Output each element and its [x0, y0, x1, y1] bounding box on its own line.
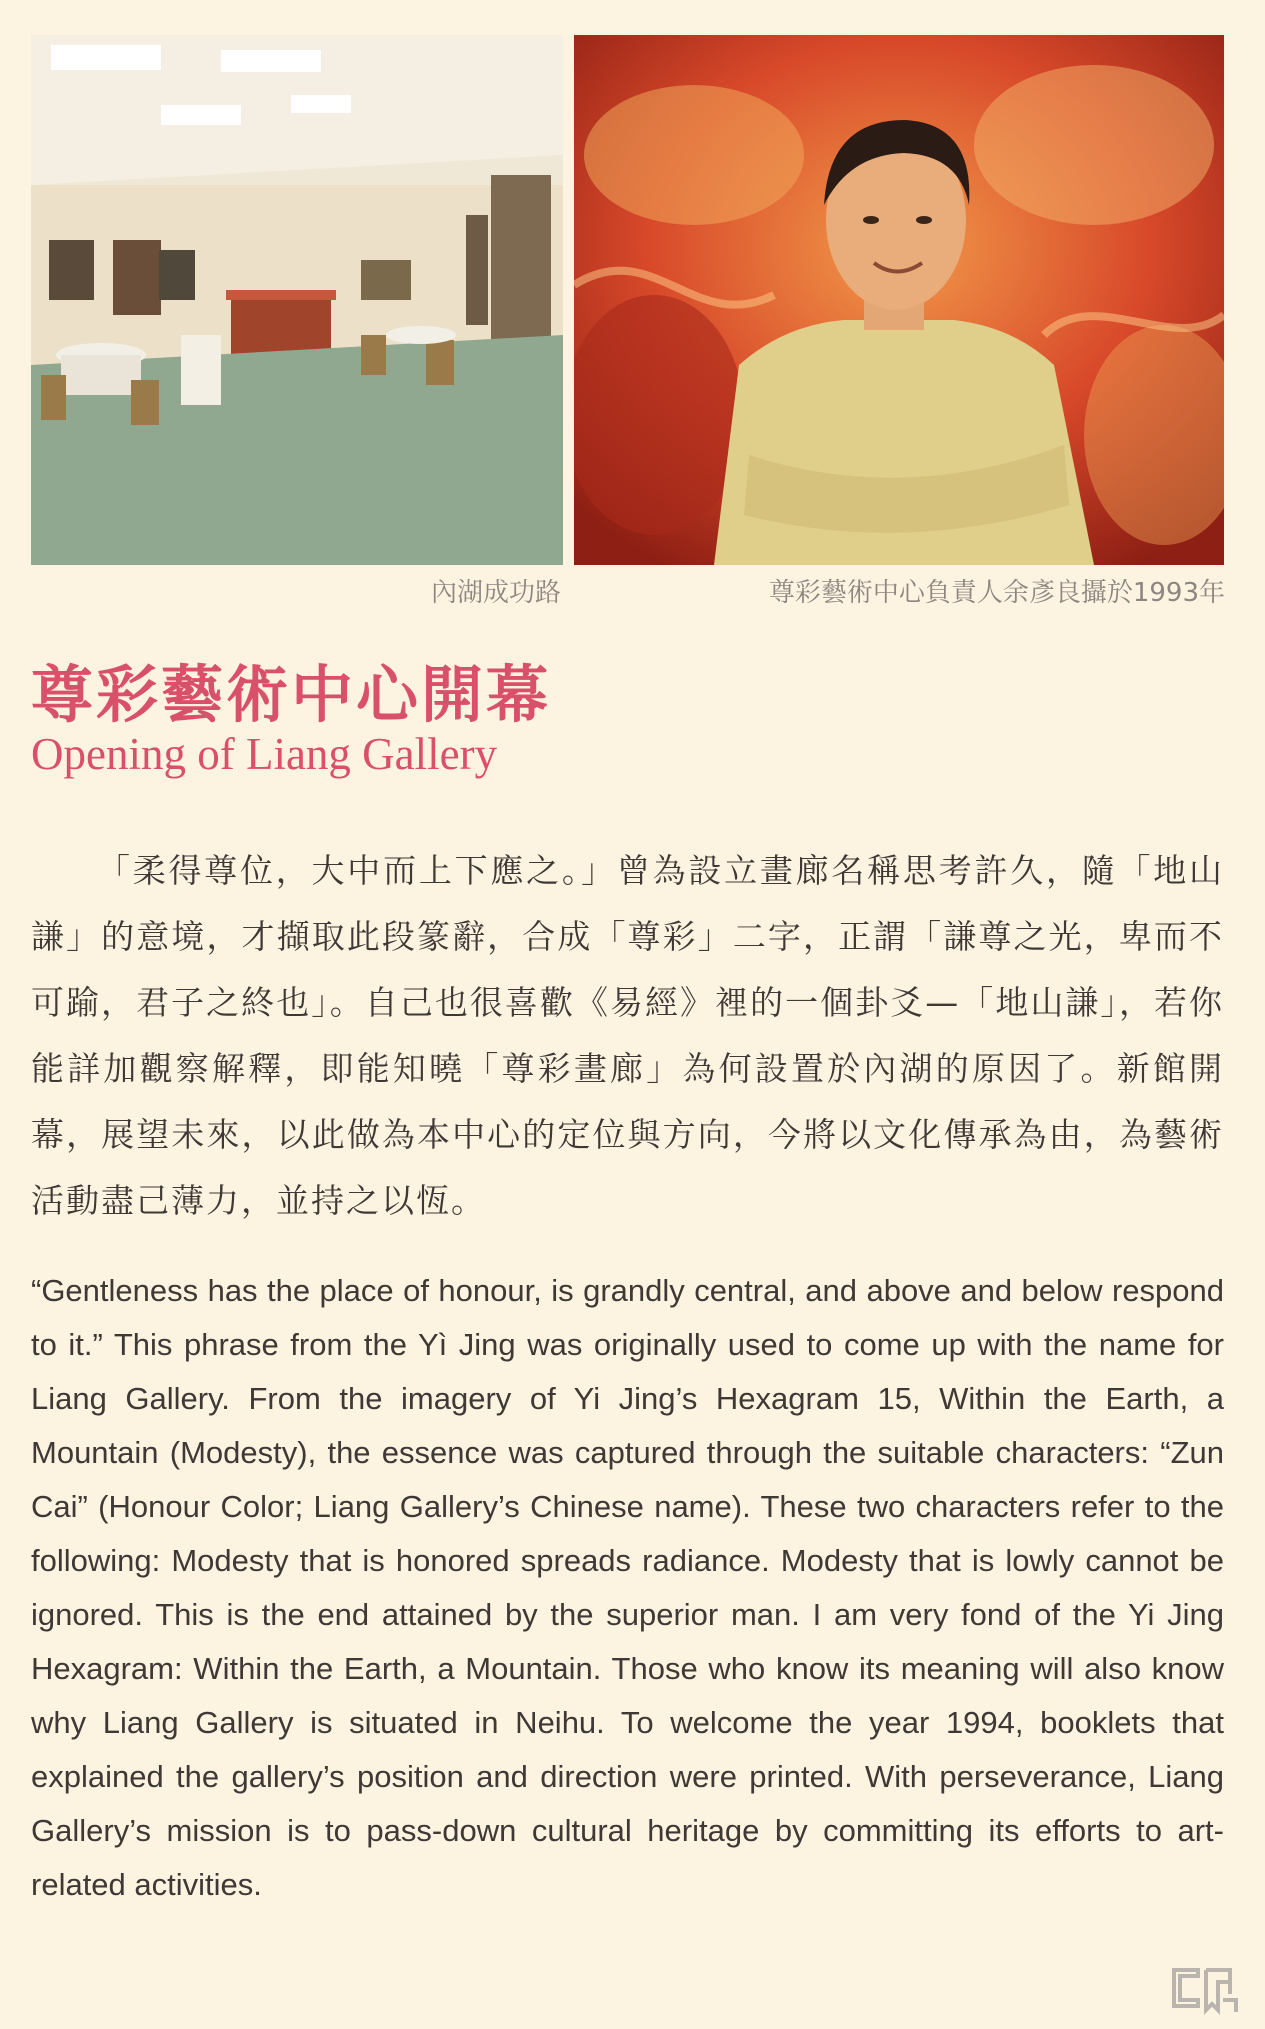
book-reader-icon[interactable] — [1168, 1960, 1243, 2016]
caption-right: 尊彩藝術中心負責人余彥良攝於1993年 — [768, 578, 1225, 608]
page-title-english: Opening of Liang Gallery — [31, 729, 498, 779]
caption-left: 內湖成功路 — [430, 578, 561, 608]
gallery-interior-photo — [31, 35, 563, 565]
page-title-chinese: 尊彩藝術中心開幕 — [31, 658, 552, 731]
photo-row — [31, 35, 1224, 565]
body-text-english: “Gentleness has the place of honour, is grandly central, and above and below respond to it.” This phrase from the Yì Jing was originally used to come up with the name for Liang Gallery. From the imagery of Yi Jing’s Hexagram 15, Within the Earth, a Mountain (Modesty), the essence was captured through the suitable characters: “Zun Cai” (Honour Color; Liang Gallery’s Chinese name). These two characters refer to the following: Modesty that is honored spreads radiance. Modesty that is lowly cannot be ignored. This is the end attained by the superior man. I am very fond of the Yi Jing Hexagram: Within the Earth, a Mountain. Those who know its meaning will also know why Liang Gallery is situated in Neihu. To welcome the year 1994, booklets that explained the gallery’s position and direction were printed. With perseverance, Liang Gallery’s mission is to pass-down cultural heritage by committing its efforts to art-related activities. — [31, 1273, 1224, 1902]
portrait-photo — [574, 35, 1224, 565]
body-text-chinese: 「柔得尊位，大中而上下應之。」曾為設立畫廊名稱思考許久，隨「地山謙」的意境，才擷取此段篆辭，合成「尊彩」二字，正謂「謙尊之光，卑而不可踰，君子之終也」。自己也很喜歡《易經》裡的一個卦爻—「地山謙」，若你能詳加觀察解釋，即能知曉「尊彩畫廊」為何設置於內湖的原因了。新館開幕，展望未來，以此做為本中心的定位與方向，今將以文化傳承為由，為藝術活動盡己薄力，並持之以恆。 — [31, 851, 1224, 1220]
